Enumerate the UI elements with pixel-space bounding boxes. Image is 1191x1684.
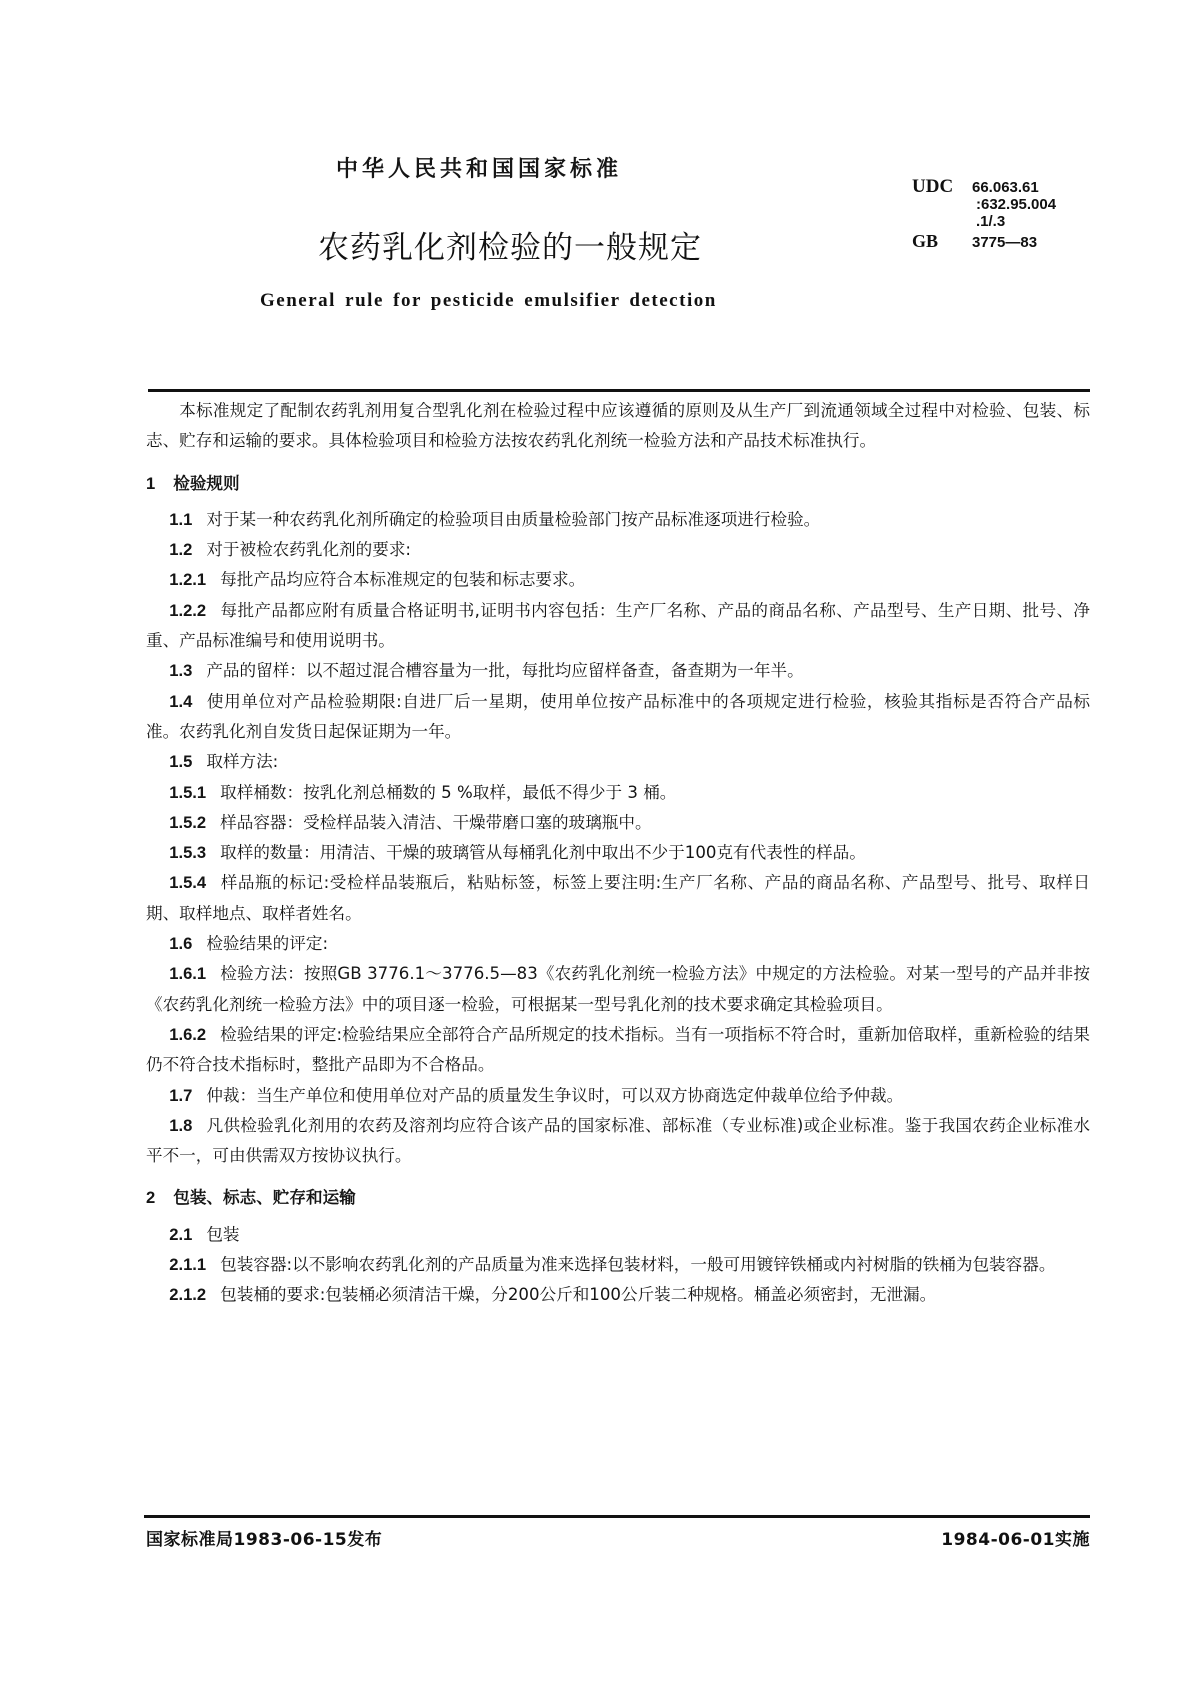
- clause-text: 每批产品均应符合本标准规定的包装和标志要求。: [220, 570, 586, 590]
- clause-number: 1.6.1: [169, 964, 207, 984]
- clause-1-8: [146, 1111, 1090, 1172]
- header-divider: [148, 389, 1090, 392]
- clause-text: 取样桶数：按乳化剂总桶数的 5 %取样，最低不得少于 3 桶。: [220, 782, 677, 802]
- clause-number: 1.5.1: [169, 782, 207, 802]
- clause-number: 1.4: [169, 691, 193, 711]
- intro-paragraph: 本标准规定了配制农药乳剂用复合型乳化剂在检验过程中应该遵循的原则及从生产厂到流通领域全过程中对检验、包装、标志、贮存和运输的要求。具体检验项目和检验方法按农药乳化剂统一检验方法和产品技术标准执行。: [146, 401, 1090, 451]
- section-number: 1: [146, 473, 156, 493]
- clause-number: 1.8: [169, 1115, 193, 1135]
- clause-1-5-2: [146, 808, 1090, 838]
- clause-number: 1.2.1: [169, 570, 207, 590]
- document-title-english: General rule for pesticide emulsifier detection: [260, 290, 717, 311]
- clause-text: 包装桶的要求:包装桶必须清洁干燥，分200公斤和100公斤装二种规格。桶盖必须密封，无泄漏。: [220, 1285, 937, 1305]
- clause-number: 1.5: [169, 752, 193, 772]
- clause-number: 1.3: [169, 661, 193, 681]
- clause-1-7: [146, 1081, 1090, 1111]
- clause-number: 1.5.3: [169, 843, 207, 863]
- clause-text: 检验方法：按照GB 3776.1～3776.5—83《农药乳化剂统一检验方法》中规定的方法检验。对某一型号的产品并非按《农药乳化剂统一检验方法》中的项目逐一检验，可根据某一型号乳化剂的技术要求确定其检验项目。: [146, 964, 1090, 1014]
- clause-1-6-2: [146, 1020, 1090, 1081]
- udc-code-3: .1/.3: [976, 213, 1006, 230]
- clause-2-1-2: [146, 1280, 1090, 1310]
- clause-number: 1.6: [169, 934, 193, 954]
- issue-date: 国家标准局1983-06-15发布: [146, 1530, 383, 1550]
- clause-1-5-3: [146, 838, 1090, 868]
- section-title: 包装、标志、贮存和运输: [173, 1188, 356, 1208]
- clause-text: 对于某一种农药乳化剂所确定的检验项目由质量检验部门按产品标准逐项进行检验。: [206, 509, 821, 529]
- clause-text: 包装容器:以不影响农药乳化剂的产品质量为准来选择包装材料，一般可用镀锌铁桶或内衬树脂的铁桶为包装容器。: [220, 1255, 1056, 1275]
- footer-divider: [144, 1515, 1090, 1518]
- clause-1-4: [146, 687, 1090, 748]
- clause-text: 使用单位对产品检验期限:自进厂后一星期，使用单位按产品标准中的各项规定进行检验，核验其指标是否符合产品标准。农药乳化剂自发货日起保证期为一年。: [146, 691, 1090, 741]
- clause-number: 1.5.2: [169, 812, 207, 832]
- clause-1-6-1: [146, 959, 1090, 1020]
- clause-number: 1.2.2: [169, 600, 207, 620]
- clause-text: 样品瓶的标记:受检样品装瓶后，粘贴标签，标签上要注明:生产厂名称、产品的商品名称、产品型号、批号、取样日期、取样地点、取样者姓名。: [146, 873, 1090, 923]
- clause-1-1: [146, 505, 1090, 535]
- clause-text: 仲裁：当生产单位和使用单位对产品的质量发生争议时，可以双方协商选定仲裁单位给予仲裁。: [206, 1085, 904, 1105]
- clause-text: 产品的留样：以不超过混合槽容量为一批，每批均应留样备查，备查期为一年半。: [206, 661, 804, 681]
- gb-row: [912, 233, 1056, 251]
- clause-number: 1.7: [169, 1085, 193, 1105]
- clause-text: 包装: [206, 1224, 240, 1244]
- clause-number: 1.6.2: [169, 1024, 207, 1044]
- clause-1-5-4: [146, 868, 1090, 929]
- clause-text: 样品容器：受检样品装入清洁、干燥带磨口塞的玻璃瓶中。: [220, 812, 652, 832]
- clause-1-5: [146, 747, 1090, 777]
- document-body: [146, 396, 1090, 1311]
- clause-1-3: [146, 656, 1090, 686]
- clause-number: 1.2: [169, 540, 193, 560]
- clause-text: 每批产品都应附有质量合格证明书,证明书内容包括：生产厂名称、产品的商品名称、产品型号、生产日期、批号、净重、产品标准编号和使用说明书。: [146, 600, 1090, 651]
- section-title: 检验规则: [173, 473, 240, 493]
- clause-1-2-1: [146, 565, 1090, 595]
- clause-1-2-2: [146, 596, 1090, 657]
- clause-text: 取样方法:: [206, 752, 279, 772]
- section-number: 2: [146, 1188, 156, 1208]
- clause-2-1-1: [146, 1250, 1090, 1280]
- clause-number: 2.1: [169, 1224, 193, 1244]
- effective-date: 1984-06-01实施: [941, 1530, 1090, 1550]
- national-standard-heading: 中华人民共和国国家标准: [336, 157, 623, 182]
- section-2-heading: [146, 1183, 1090, 1213]
- clause-number: 1.5.4: [169, 873, 207, 893]
- clause-2-1: [146, 1220, 1090, 1250]
- clause-number: 1.1: [169, 509, 193, 529]
- udc-label: UDC: [912, 176, 954, 197]
- gb-label: GB: [912, 231, 939, 251]
- clause-text: 检验结果的评定:检验结果应全部符合产品所规定的技术指标。当有一项指标不符合时，重新加倍取样，重新检验的结果仍不符合技术指标时，整批产品即为不合格品。: [146, 1024, 1090, 1075]
- gb-number: 3775—83: [972, 234, 1038, 251]
- clause-1-6: [146, 929, 1090, 959]
- clause-text: 取样的数量：用清洁、干燥的玻璃管从每桶乳化剂中取出不少于100克有代表性的样品。: [220, 843, 866, 863]
- section-1-heading: [146, 469, 1090, 499]
- udc-code-2: :632.95.004: [976, 196, 1057, 213]
- clause-text: 凡供检验乳化剂用的农药及溶剂均应符合该产品的国家标准、部标准（专业标准)或企业标准。鉴于我国农药企业标准水平不一，可由供需双方按协议执行。: [146, 1115, 1090, 1166]
- udc-row: [912, 178, 1056, 196]
- clause-number: 2.1.1: [169, 1255, 207, 1275]
- document-title: 农药乳化剂检验的一般规定: [318, 230, 702, 266]
- clause-number: 2.1.2: [169, 1285, 207, 1305]
- classification-block: [912, 178, 1056, 251]
- clause-1-5-1: [146, 778, 1090, 808]
- clause-text: 对于被检农药乳化剂的要求:: [206, 540, 412, 560]
- clause-text: 检验结果的评定:: [206, 934, 329, 954]
- udc-code-1: 66.063.61: [972, 179, 1039, 196]
- clause-1-2: [146, 535, 1090, 565]
